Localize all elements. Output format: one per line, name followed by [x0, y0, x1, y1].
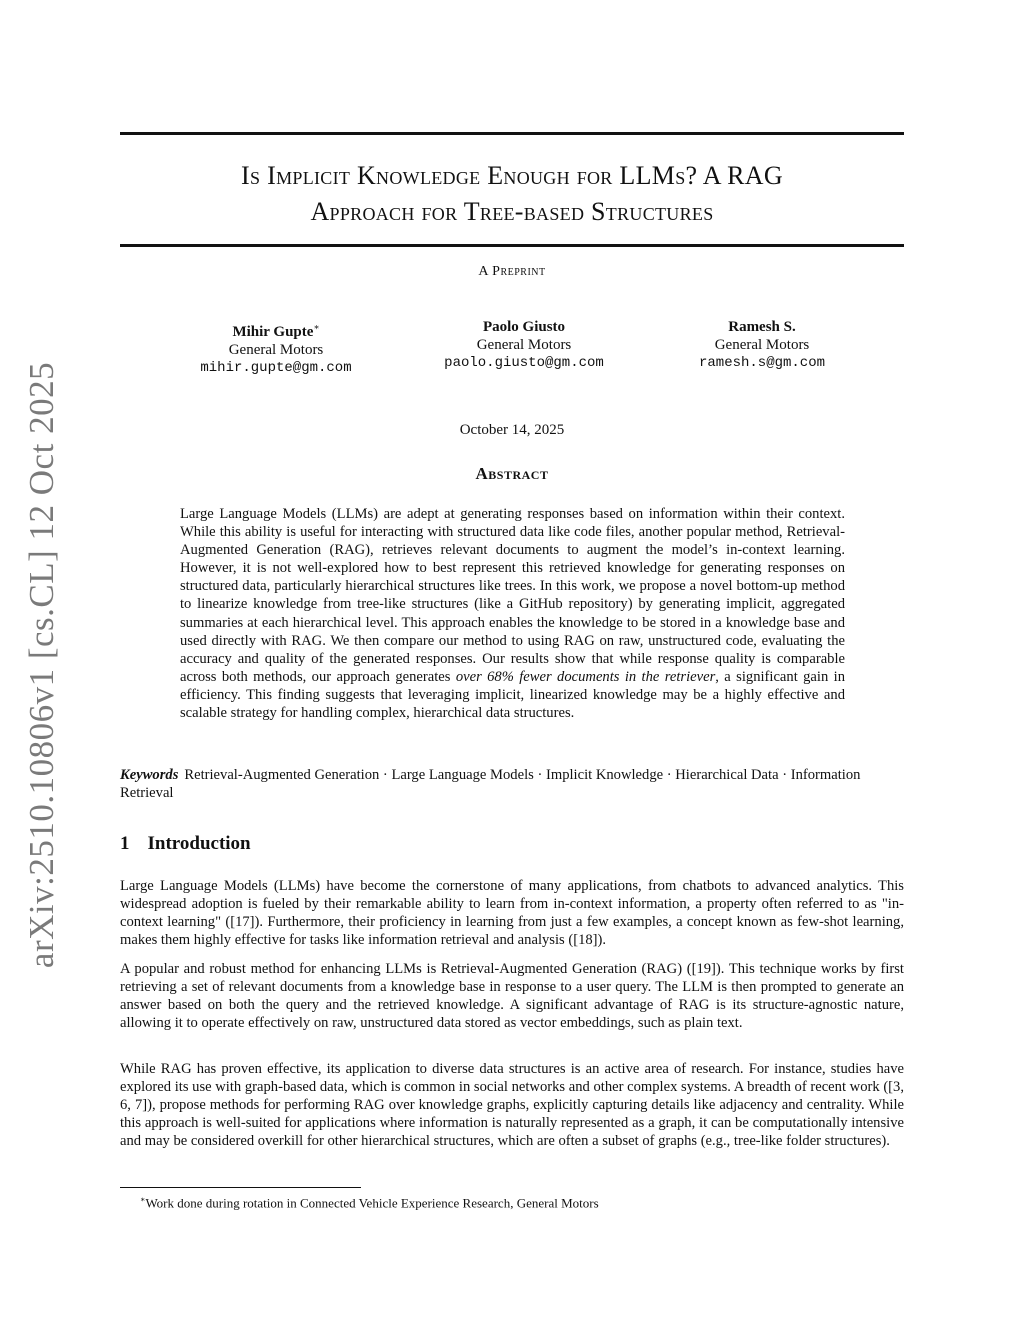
author-name: Ramesh S. [728, 319, 796, 335]
body-paragraph: While RAG has proven effective, its application to diverse data structures is an active area of research. For instance, studies have explored its use with graph-based data, which is common in social networks and other complex systems. A breadth of recent work ([3, 6, 7]), propose methods for performing RAG over knowledge graphs, explicitly capturing details like adjacency and centrality. While this approach is well-suited for applications where information is naturally represented as a graph, it can be computationally intensive and may be considered overkill for other hierarchical structures, which are often a subset of graphs (e.g., tree-like folder structures). [120, 1061, 904, 1149]
author-name: Paolo Giusto [482, 319, 566, 335]
author-email[interactable]: mihir.gupte@gm.com [200, 360, 352, 376]
title-top-rule [120, 132, 904, 135]
author-affiliation: General Motors [714, 337, 810, 353]
paper-title [120, 158, 904, 230]
arxiv-identifier-stamp: arXiv:2510.10806v1 [cs.CL] 12 Oct 2025 [22, 361, 61, 969]
author-block [176, 318, 376, 377]
author-name: Mihir Gupte∗ [232, 322, 320, 340]
body-paragraph: A popular and robust method for enhancing LLMs is Retrieval-Augmented Generation (RAG) ([19]). This technique works by first retrieving a set of relevant documents from a knowledge base in response to a user query. The LLM is then prompted to generate an answer based on both the query and the retrieved knowledge. A significant advantage of RAG is its structure-agnostic nature, allowing it to operate effectively on raw, unstructured data stored as vector embeddings, such as plain text. [120, 961, 904, 1031]
footnote [140, 1192, 599, 1211]
section-title: Introduction [147, 833, 251, 854]
publication-date: October 14, 2025 [459, 422, 565, 438]
author-email[interactable]: ramesh.s@gm.com [698, 355, 826, 371]
keywords-text: Retrieval-Augmented Generation · Large Language Models · Implicit Knowledge · Hierarchical Data · Information Retrieval [120, 767, 861, 801]
author-affiliation: General Motors [476, 337, 572, 353]
preprint-label: A Preprint [478, 264, 546, 279]
section-heading-introduction [120, 833, 251, 855]
title-line-1: Is Implicit Knowledge Enough for LLMs? A RAG [241, 161, 783, 190]
section-number: 1 [120, 833, 130, 854]
author-block [672, 318, 852, 372]
author-affiliation: General Motors [228, 342, 324, 358]
author-block [412, 318, 636, 372]
footnote-marker: ∗ [140, 1195, 146, 1204]
author-footnote-marker: ∗ [313, 322, 320, 332]
keywords-label: Keywords [120, 767, 179, 783]
author-email[interactable]: paolo.giusto@gm.com [444, 355, 604, 371]
footnote-text: Work done during rotation in Connected Vehicle Experience Research, General Motors [145, 1195, 599, 1211]
abstract-text: Large Language Models (LLMs) are adept at generating responses based on information within their context. While this ability is useful for interacting with structured data like code files, another popular method, Retrieval-Augmented Generation (RAG), retrieves relevant documents to augment the model’s in-context learning. However, it is not well-explored how to best represent this retrieved knowledge for generating responses on structured data, particularly hierarchical structures like trees. In this work, we propose a novel bottom-up method to linearize knowledge from tree-like structures (like a GitHub repository) by generating implicit, aggregated summaries at each hierarchical level. This approach enables the knowledge to be stored in a knowledge base and used directly with RAG. We then compare our method to using RAG on raw, unstructured code, evaluating the accuracy and quality of the generated responses. Our results show that while response quality is comparable across both methods, our approach generates over 68% fewer documents in the retriever, a significant gain in efficiency. This finding suggests that leveraging implicit, linearized knowledge may be a highly effective and scalable strategy for handling complex, hierarchical data structures. [180, 506, 845, 722]
keywords-line [120, 766, 904, 802]
body-paragraph: Large Language Models (LLMs) have become the cornerstone of many applications, from chatbots to advanced analytics. This widespread adoption is fueled by their remarkable ability to learn from in-context information, a property often referred to as "in-context learning" ([17]). Furthermore, their proficiency in learning from just a few examples, a concept known as few-shot learning, makes them highly effective for tasks like information retrieval and analysis ([18]). [120, 878, 904, 948]
abstract-emphasis: over 68% fewer documents in the retriever [455, 668, 716, 685]
title-line-2: Approach for Tree-based Structures [310, 197, 714, 226]
abstract-heading: Abstract [475, 464, 549, 483]
footnote-rule [120, 1187, 361, 1188]
title-bottom-rule [120, 244, 904, 247]
